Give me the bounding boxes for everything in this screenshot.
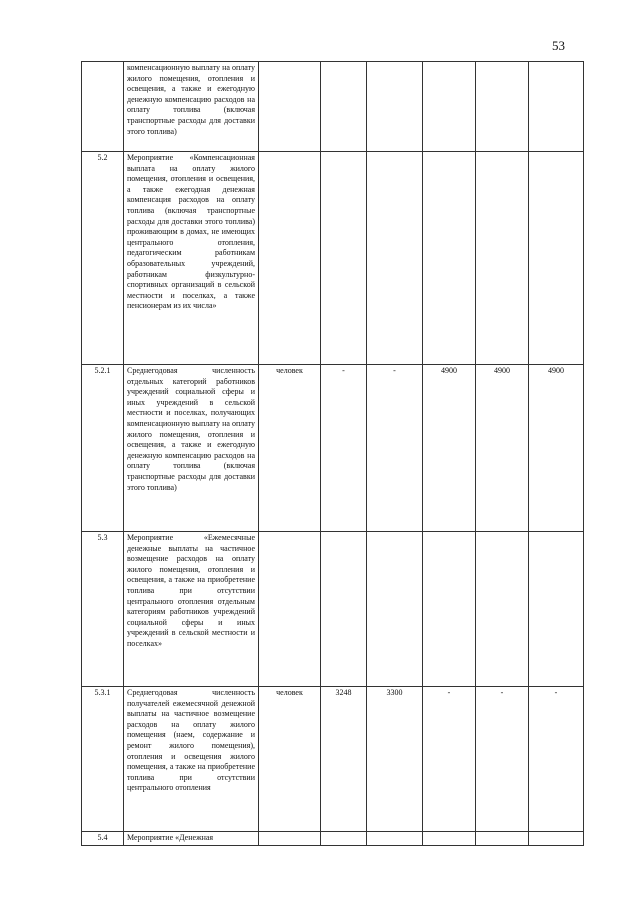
row-unit: человек <box>259 687 321 832</box>
row-number: 5.3.1 <box>82 687 124 832</box>
table-row <box>82 532 584 687</box>
row-value-3 <box>423 832 476 846</box>
row-value-5: 4900 <box>529 365 584 532</box>
row-value-2: - <box>367 365 423 532</box>
table-row <box>82 152 584 365</box>
row-description: компенсационную выплату на оплату жилого помещения, отопления и освещения, а также и ежегодную денежную компенсацию расходов на оплату топлива (включая транспортные расходы для доставки этого топлива) <box>124 62 259 152</box>
row-value-2 <box>367 532 423 687</box>
row-value-1 <box>321 832 367 846</box>
row-value-1 <box>321 152 367 365</box>
row-value-3 <box>423 152 476 365</box>
row-value-2 <box>367 62 423 152</box>
row-description: Среднегодовая численность получателей ежемесячной денежной выплаты на частичное возмещение расходов на оплату жилого помещения (наем, содержание и ремонт жилого помещения), отопления и освещения жилого помещения, а также на приобретение топлива при отсутствии центрального отопления <box>124 687 259 832</box>
row-value-5 <box>529 832 584 846</box>
row-number <box>82 62 124 152</box>
row-value-4 <box>476 532 529 687</box>
page-number: 53 <box>552 38 565 53</box>
row-value-2 <box>367 832 423 846</box>
row-unit <box>259 832 321 846</box>
table-row <box>82 365 584 532</box>
row-value-3: 4900 <box>423 365 476 532</box>
row-value-2 <box>367 152 423 365</box>
row-value-4 <box>476 832 529 846</box>
row-value-1 <box>321 532 367 687</box>
row-value-4 <box>476 62 529 152</box>
row-value-5 <box>529 62 584 152</box>
row-number: 5.4 <box>82 832 124 846</box>
row-description: Мероприятие «Денежная <box>124 832 259 846</box>
row-value-4: 4900 <box>476 365 529 532</box>
table-row <box>82 62 584 152</box>
row-description: Мероприятие «Ежемесячные денежные выплаты на частичное возмещение расходов на оплату жилого помещения, отопления и освещения, а также на приобретение топлива при отсутствии центрального отопления отдельным категориям работников учреждений социальной сферы и иных учреждений в сельской местности и поселках» <box>124 532 259 687</box>
row-description: Среднегодовая численность отдельных категорий работников учреждений социальной сферы и иных учреждений в сельской местности и поселках, получающих компенсационную выплату на оплату жилого помещения, отопления и освещения, а также и ежегодную денежную компенсацию расходов на оплату топлива (включая транспортные расходы для доставки этого топлива) <box>124 365 259 532</box>
row-value-1: 3248 <box>321 687 367 832</box>
row-value-3 <box>423 532 476 687</box>
row-unit <box>259 532 321 687</box>
row-number: 5.2 <box>82 152 124 365</box>
row-number: 5.2.1 <box>82 365 124 532</box>
row-unit <box>259 62 321 152</box>
row-number: 5.3 <box>82 532 124 687</box>
row-value-3: - <box>423 687 476 832</box>
row-value-2: 3300 <box>367 687 423 832</box>
row-value-5 <box>529 532 584 687</box>
row-value-1 <box>321 62 367 152</box>
row-unit <box>259 152 321 365</box>
row-value-3 <box>423 62 476 152</box>
row-value-1: - <box>321 365 367 532</box>
table-row <box>82 832 584 846</box>
row-value-4: - <box>476 687 529 832</box>
row-value-5 <box>529 152 584 365</box>
row-unit: человек <box>259 365 321 532</box>
table-row <box>82 687 584 832</box>
row-description: Мероприятие «Компенсационная выплата на оплату жилого помещения, отопления и освещения, а также ежегодная денежная компенсация расходов на оплату топлива (включая транспортные расходы для доставки этого топлива) проживающим в домах, не имеющих центрального отопления, педагогическим работникам образовательных учреждений, работникам физкультурно-спортивных организаций в сельской местности и поселках, а также пенсионерам из их числа» <box>124 152 259 365</box>
indicators-table <box>81 61 584 846</box>
row-value-5: - <box>529 687 584 832</box>
row-value-4 <box>476 152 529 365</box>
